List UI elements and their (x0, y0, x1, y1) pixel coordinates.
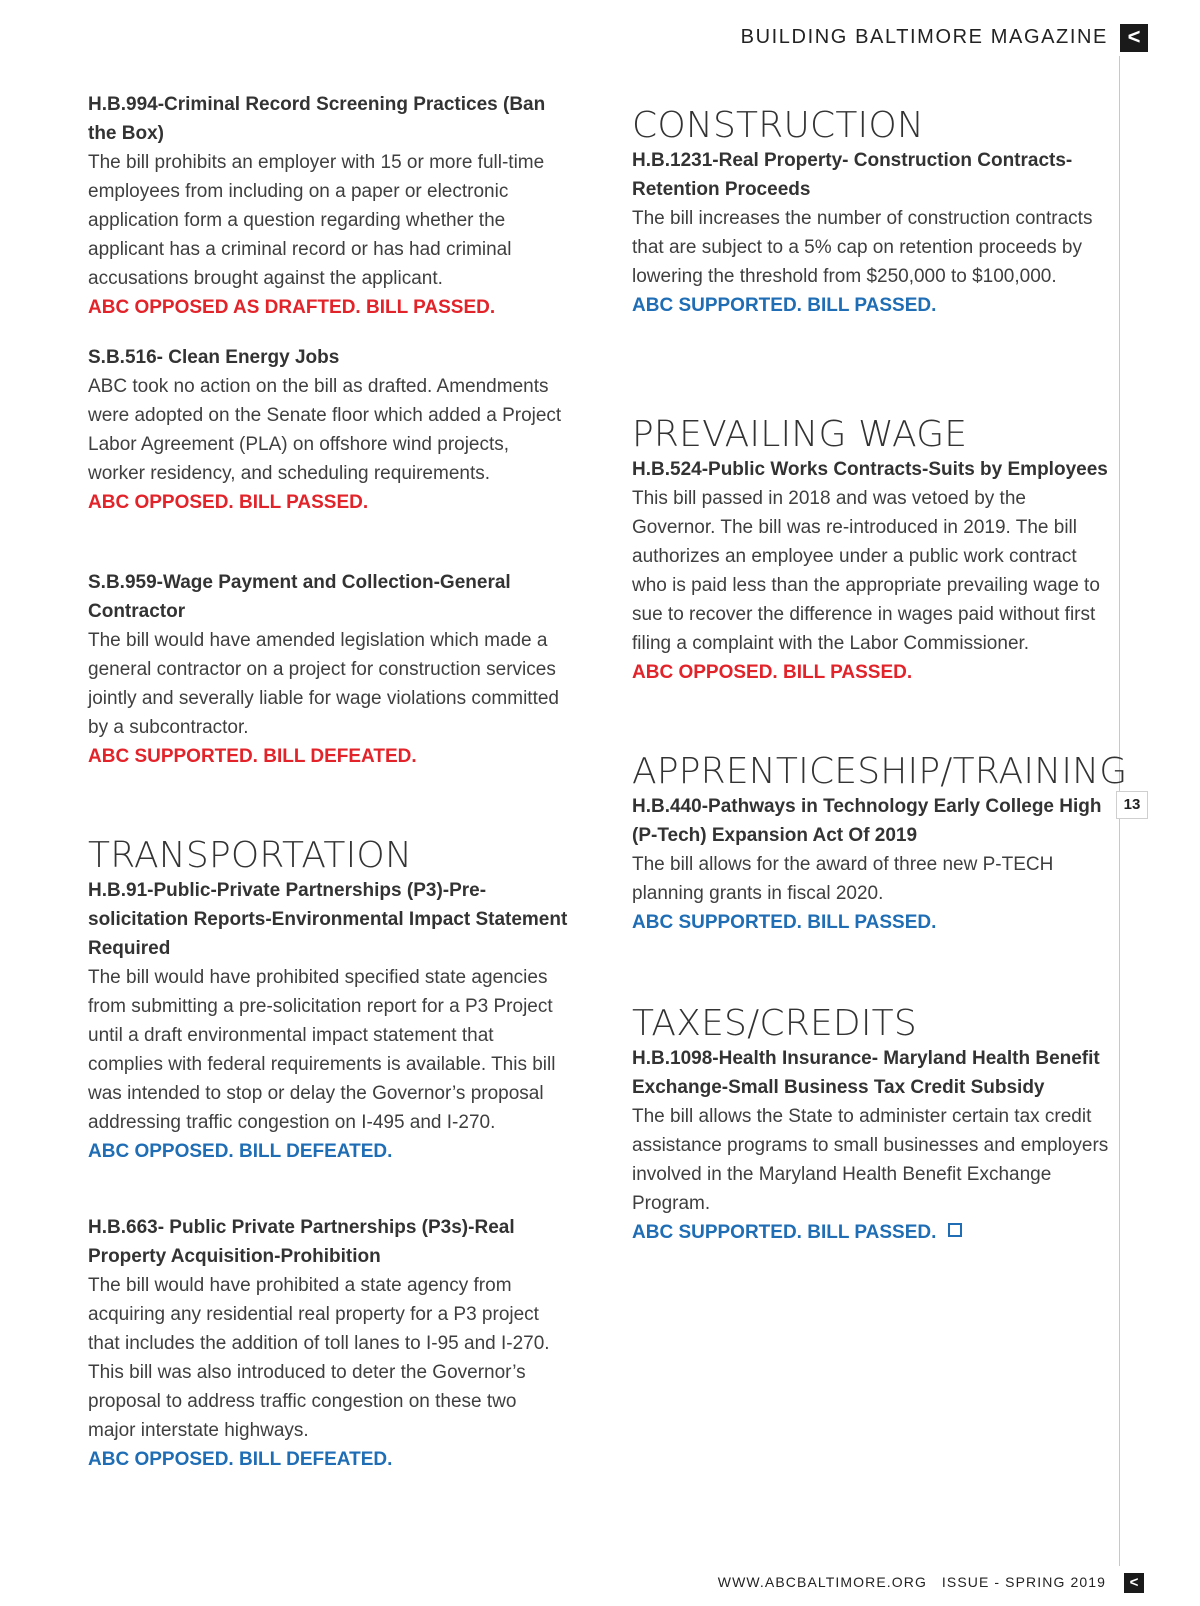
bill-title: S.B.516- Clean Energy Jobs (88, 347, 340, 368)
bill-description: The bill allows the State to administer certain tax credit assistance programs to small businesses and employers involved in the Maryland Health Benefit Exchange Program. (632, 1106, 1109, 1214)
bill-status: ABC SUPPORTED. BILL DEFEATED. (88, 746, 417, 767)
bill-hb440 (632, 792, 1112, 937)
bill-hb994 (88, 90, 568, 322)
bill-hb1098 (632, 1044, 1112, 1247)
bill-hb524 (632, 455, 1112, 687)
back-arrow-icon[interactable]: < (1120, 24, 1148, 52)
bill-description: ABC took no action on the bill as drafted. Amendments were adopted on the Senate floor which added a Project Labor Agreement (PLA) on offshore wind projects, worker residency, and scheduling requirements. (88, 376, 562, 484)
bill-title: H.B.1231-Real Property- Construction Contracts-Retention Proceeds (632, 150, 1073, 200)
footer-text: WWW.ABCBALTIMORE.ORG ISSUE - SPRING 2019 (717, 1574, 1106, 1590)
bill-description: The bill increases the number of construction contracts that are subject to a 5% cap on retention proceeds by lowering the threshold from $250,000 to $100,000. (632, 208, 1093, 287)
bill-status: ABC OPPOSED. BILL PASSED. (88, 492, 369, 513)
bill-title: H.B.91-Public-Private Partnerships (P3)-Pre-solicitation Reports-Environmental Impact Statement Required (88, 880, 568, 959)
section-heading-apprenticeship: APPRENTICESHIP/TRAINING (632, 751, 1128, 792)
bill-title: S.B.959-Wage Payment and Collection-General Contractor (88, 572, 511, 622)
bill-status: ABC OPPOSED. BILL DEFEATED. (88, 1449, 393, 1470)
bill-description: The bill allows for the award of three new P-TECH planning grants in fiscal 2020. (632, 854, 1054, 904)
bill-status: ABC SUPPORTED. BILL PASSED. (632, 912, 937, 933)
bill-status: ABC SUPPORTED. BILL PASSED. (632, 295, 937, 316)
bill-description: This bill passed in 2018 and was vetoed by the Governor. The bill was re-introduced in 2019. The bill authorizes an employee under a public work contract who is paid less than the appropriate prevailing wage to sue to recover the difference in wages paid without first filing a complaint with the Labor Commissioner. (632, 488, 1100, 654)
magazine-title: BUILDING BALTIMORE MAGAZINE (740, 26, 1108, 48)
bill-title: H.B.1098-Health Insurance- Maryland Health Benefit Exchange-Small Business Tax Credit Subsidy (632, 1048, 1100, 1098)
page-number: 13 (1116, 791, 1148, 819)
section-heading-construction: CONSTRUCTION (632, 105, 925, 146)
bill-status: ABC OPPOSED AS DRAFTED. BILL PASSED. (88, 297, 496, 318)
bill-status: ABC SUPPORTED. BILL PASSED. (632, 1222, 937, 1243)
back-arrow-icon[interactable]: < (1124, 1573, 1144, 1593)
bill-title: H.B.524-Public Works Contracts-Suits by Employees (632, 459, 1108, 480)
bill-description: The bill would have amended legislation which made a general contractor on a project for construction services jointly and severally liable for wage violations committed by a subcontractor. (88, 630, 560, 738)
bill-status: ABC OPPOSED. BILL DEFEATED. (88, 1141, 393, 1162)
bill-sb959 (88, 568, 568, 771)
bill-title: H.B.663- Public Private Partnerships (P3s)-Real Property Acquisition-Prohibition (88, 1217, 515, 1267)
bill-hb1231 (632, 146, 1112, 320)
section-heading-taxes: TAXES/CREDITS (632, 1003, 917, 1044)
bill-hb91 (88, 876, 568, 1166)
bill-description: The bill prohibits an employer with 15 or more full-time employees from including on a paper or electronic application form a question regarding whether the applicant has a criminal record or has had criminal accusations brought against the applicant. (88, 152, 545, 289)
section-heading-prevailing-wage: PREVAILING WAGE (632, 414, 968, 455)
bill-status: ABC OPPOSED. BILL PASSED. (632, 662, 913, 683)
bill-hb663 (88, 1213, 568, 1474)
bill-title: H.B.440-Pathways in Technology Early College High (P-Tech) Expansion Act Of 2019 (632, 796, 1102, 846)
end-square-icon (948, 1223, 962, 1237)
bill-description: The bill would have prohibited a state agency from acquiring any residential real property for a P3 project that includes the addition of toll lanes to I-95 and I-270. This bill was also introduced to deter the Governor’s proposal to address traffic congestion on these two major interstate highways. (88, 1275, 550, 1441)
bill-status-line (632, 1218, 1112, 1247)
bill-description: The bill would have prohibited specified state agencies from submitting a pre-solicitation report for a P3 Project until a draft environmental impact statement that complies with federal requirements is available. This bill was intended to stop or delay the Governor’s proposal addressing traffic congestion on I-495 and I-270. (88, 967, 556, 1133)
bill-title: H.B.994-Criminal Record Screening Practices (Ban the Box) (88, 94, 546, 144)
section-heading-transportation: TRANSPORTATION (88, 835, 413, 876)
bill-sb516 (88, 343, 568, 517)
